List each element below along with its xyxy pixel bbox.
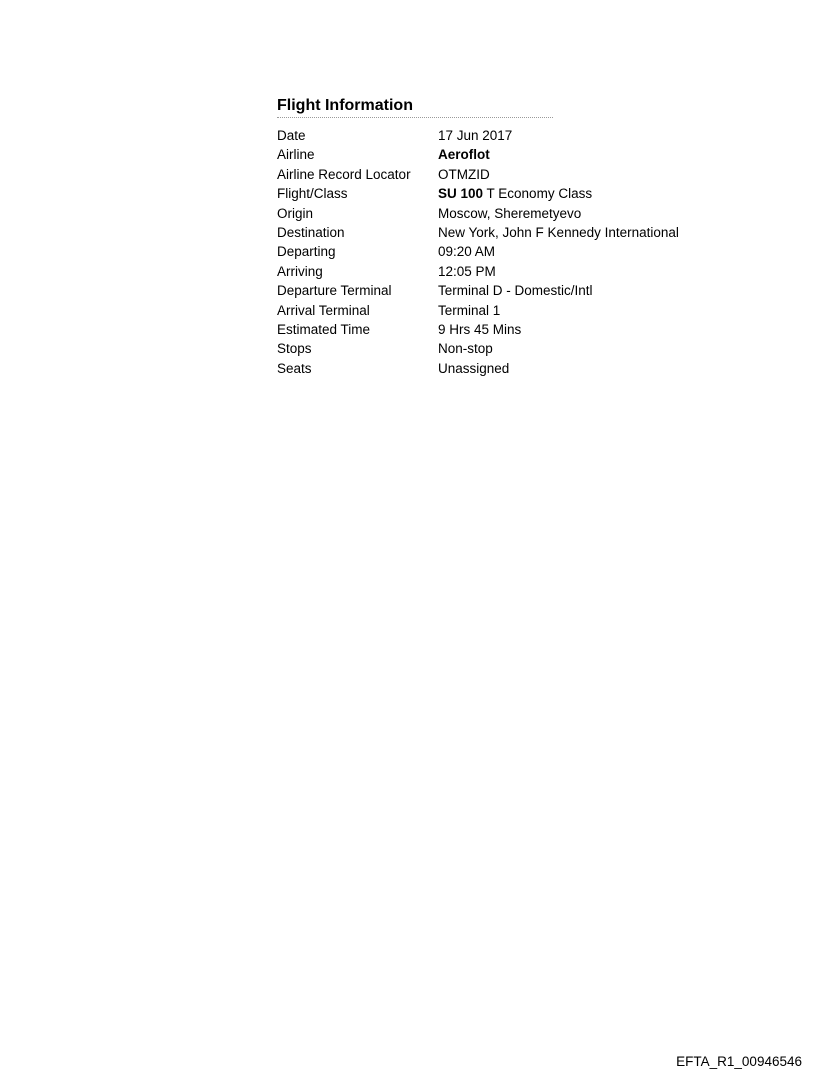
date-value: 17 Jun 2017 [438,128,513,143]
departing-value: 09:20 AM [438,244,496,260]
row-departure-terminal [277,281,679,300]
stops-value: Non-stop [438,341,493,357]
row-departing [277,242,679,261]
row-estimated-time [277,320,679,339]
departure-terminal-label: Departure Terminal [277,283,392,299]
estimated-time-value: 9 Hrs 45 Mins [438,322,522,338]
section-title: Flight Information [277,96,553,118]
flight-class-label: Flight/Class [277,186,348,202]
seats-value: Unassigned [438,360,510,376]
arrival-terminal-label: Arrival Terminal [277,302,370,318]
row-date [277,126,679,145]
stops-label: Stops [277,341,312,357]
flight-class-value [438,184,679,203]
arriving-label: Arriving [277,263,323,279]
seats-label: Seats [277,360,312,376]
row-origin [277,204,679,223]
estimated-time-label: Estimated Time [277,322,371,338]
fare-class: T Economy Class [483,186,593,202]
row-airline [277,145,679,164]
arriving-value: 12:05 PM [438,263,496,279]
row-destination [277,223,679,242]
row-seats [277,359,679,378]
row-stops [277,339,679,358]
destination-label: Destination [277,225,345,241]
date-label: Date [277,128,306,143]
airline-label: Airline [277,147,315,163]
row-arriving [277,262,679,281]
flight-number: SU 100 [438,186,484,202]
row-flight-class [277,184,679,203]
document-id: EFTA_R1_00946546 [676,1054,802,1069]
record-locator-label: Airline Record Locator [277,166,411,182]
origin-label: Origin [277,205,314,221]
record-locator-value: OTMZID [438,166,490,182]
departure-terminal-value: Terminal D - Domestic/Intl [438,283,593,299]
airline-value: Aeroflot [438,147,490,163]
departing-label: Departing [277,244,336,260]
origin-value: Moscow, Sheremetyevo [438,205,582,221]
destination-value: New York, John F Kennedy International [438,225,679,241]
flight-info-table [277,126,679,378]
row-record-locator [277,165,679,184]
arrival-terminal-value: Terminal 1 [438,302,501,318]
flight-information-section [277,96,697,378]
row-arrival-terminal [277,301,679,320]
